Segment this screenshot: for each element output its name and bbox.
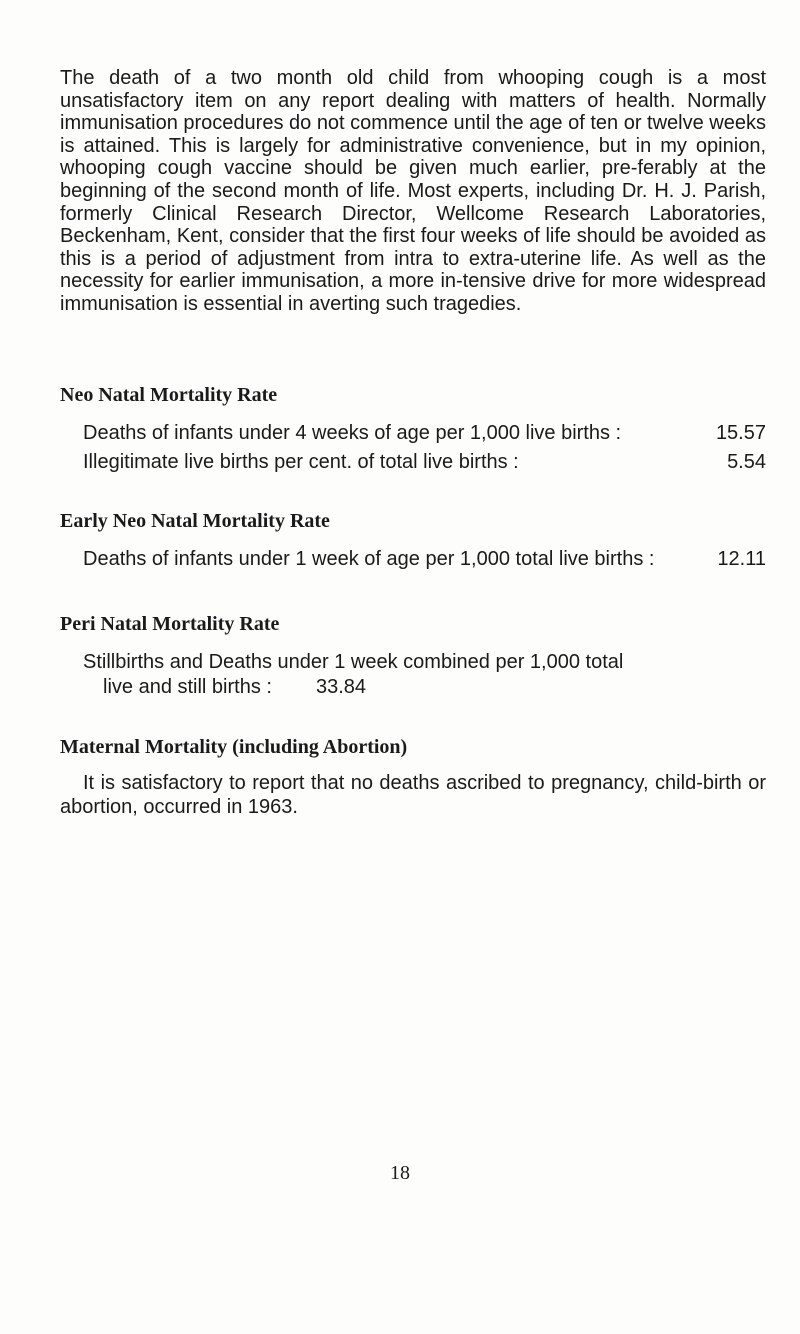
peri-natal-block [83,650,623,700]
neo-natal-row-deaths [83,421,766,445]
neo-natal-row-illegitimate [83,450,766,474]
row-value: 15.57 [715,422,766,444]
peri-natal-line-2 [83,675,623,700]
row-value: 5.54 [727,451,766,473]
row-value: 12.11 [717,548,766,570]
neo-natal-heading: Neo Natal Mortality Rate [60,384,278,406]
page-number: 18 [390,1162,410,1184]
peri-natal-heading: Peri Natal Mortality Rate [60,613,280,635]
row-label: Deaths of infants under 1 week of age per 1,000 total live births : [83,548,655,570]
row-label: Illegitimate live births per cent. of total live births : [83,451,519,473]
peri-natal-value: 33.84 [315,676,367,698]
maternal-heading: Maternal Mortality (including Abortion) [60,736,408,758]
row-label: Deaths of infants under 4 weeks of age per 1,000 live births : [83,422,622,444]
early-neo-natal-row-deaths [83,547,766,571]
peri-natal-label: live and still births : [103,676,272,698]
early-neo-natal-heading: Early Neo Natal Mortality Rate [60,510,330,532]
maternal-paragraph: It is satisfactory to report that no deaths ascribed to pregnancy, child-birth or abortion, occurred in 1963. [60,772,766,818]
peri-natal-line-1: Stillbirths and Deaths under 1 week combined per 1,000 total [83,651,624,673]
intro-paragraph: The death of a two month old child from whooping cough is a most unsatisfactory item on any report dealing with matters of health. Normally immunisation procedures do not commence until the age of ten or twelve weeks is attained. This is largely for administrative convenience, but in my opinion, whooping cough vaccine should be given much earlier, pre-ferably at the beginning of the second month of life. Most experts, including Dr. H. J. Parish, formerly Clinical Research Director, Wellcome Research Laboratories, Beckenham, Kent, consider that the first four weeks of life should be avoided as this is a period of adjustment from intra to extra-uterine life. As well as the necessity for earlier immunisation, a more in-tensive drive for more widespread immunisation is essential in averting such tragedies. [60,67,766,315]
